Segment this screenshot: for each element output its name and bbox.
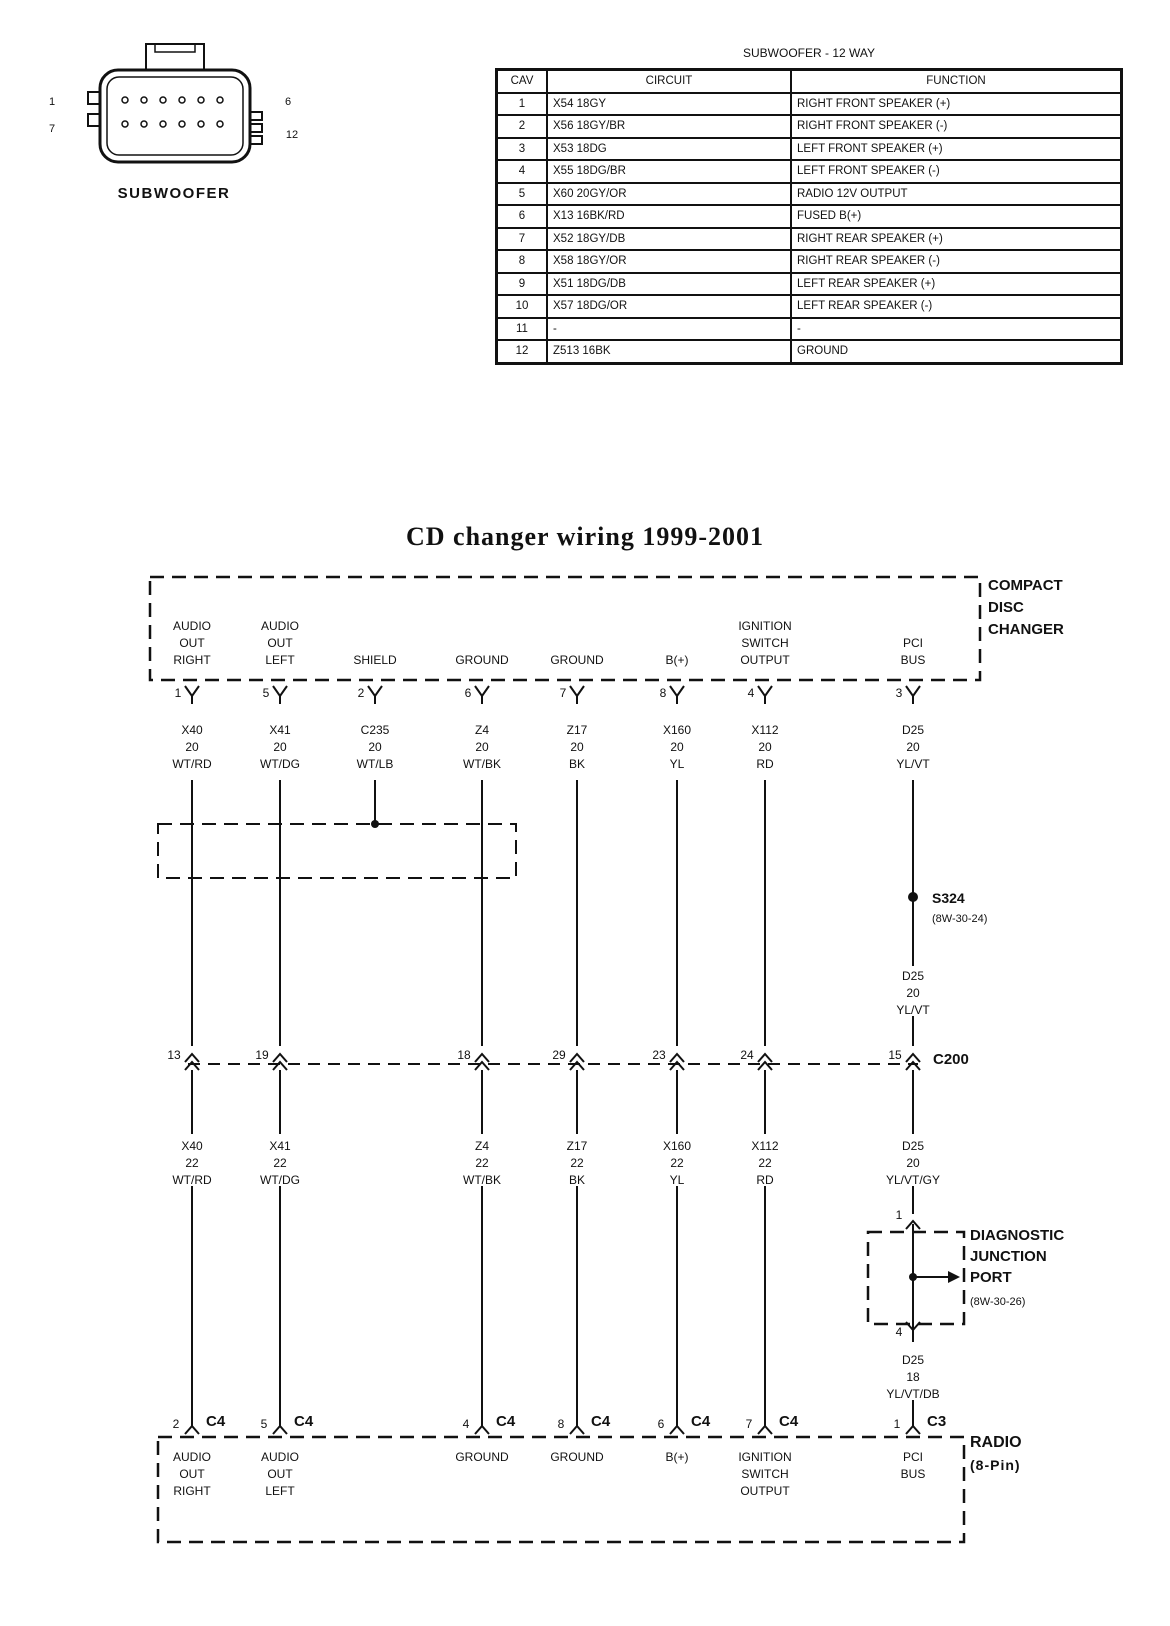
cav-cell: 1 (497, 93, 548, 116)
splice-wire-label: D25 (901, 969, 925, 983)
changer-pin-label: RIGHT (173, 653, 211, 667)
upper-wire-label: D25 (901, 723, 925, 737)
dlc-arrow-head (948, 1271, 960, 1283)
c200-pin-number: 29 (552, 1048, 566, 1062)
circuit-cell: Z513 16BK (547, 340, 791, 363)
changer-pin-terminal (570, 686, 584, 704)
function-cell: LEFT FRONT SPEAKER (+) (791, 138, 1122, 161)
lower-wire-label: X160 (662, 1139, 692, 1153)
upper-wire-label: 20 (273, 740, 287, 754)
upper-wire-label: 20 (368, 740, 382, 754)
diagram-title: CD changer wiring 1999-2001 (405, 522, 764, 551)
upper-wire-label: WT/BK (463, 757, 501, 771)
table-row (497, 228, 1122, 251)
c200-pin-number: 23 (652, 1048, 666, 1062)
pinout-table-caption: SUBWOOFER - 12 WAY (742, 46, 875, 60)
radio-pin-label: AUDIO (172, 1450, 212, 1464)
cav-cell: 2 (497, 115, 548, 138)
upper-wire-label: 20 (758, 740, 772, 754)
changer-pin-label: B(+) (665, 653, 689, 667)
lower-wire-label: 22 (570, 1156, 584, 1170)
radio-connector-name: C3 (927, 1413, 947, 1430)
upper-wire-label: WT/RD (172, 757, 212, 771)
lower-wire-label: WT/BK (463, 1173, 501, 1187)
splice-name: S324 (932, 890, 965, 906)
connector-pin-label: 1 (48, 96, 56, 108)
dlc-pin-number: 1 (895, 1208, 903, 1222)
radio-pin-terminal (273, 1420, 287, 1434)
connector-label: SUBWOOFER (117, 185, 231, 202)
dlc-name: PORT (970, 1269, 1012, 1286)
cav-cell: 11 (497, 318, 548, 341)
function-cell: RIGHT REAR SPEAKER (+) (791, 228, 1122, 251)
lower-wire-label: 22 (185, 1156, 199, 1170)
upper-wire-label: YL/VT (896, 757, 930, 771)
radio-pin-number: 5 (260, 1417, 268, 1431)
radio-connector-name: C4 (496, 1413, 516, 1430)
connector-cavity (179, 97, 185, 103)
cav-cell: 7 (497, 228, 548, 251)
upper-wire-label: X160 (662, 723, 692, 737)
connector-pin-label: 12 (285, 129, 299, 141)
changer-pin-terminal (670, 686, 684, 704)
changer-pin-label: AUDIO (260, 619, 300, 633)
connector-cavity (198, 121, 204, 127)
radio-pin-label: B(+) (665, 1450, 689, 1464)
table-row (497, 115, 1122, 138)
c200-pin-number: 19 (255, 1048, 269, 1062)
radio-name: RADIO (970, 1434, 1022, 1451)
changer-pin-number: 4 (747, 686, 755, 700)
pinout-header-row (497, 70, 1122, 93)
changer-pin-terminal (368, 686, 382, 704)
table-row (497, 93, 1122, 116)
circuit-cell: X54 18GY (547, 93, 791, 116)
dlc-wire-label: 18 (906, 1370, 920, 1384)
radio-pin-label: BUS (900, 1467, 926, 1481)
changer-pin-label: GROUND (550, 653, 604, 667)
circuit-cell: X51 18DG/DB (547, 273, 791, 296)
changer-pin-label: PCI (902, 636, 924, 650)
radio-connector-name: C4 (591, 1413, 611, 1430)
function-cell: RIGHT REAR SPEAKER (-) (791, 250, 1122, 273)
upper-wire-label: YL (669, 757, 685, 771)
c200-pin-number: 24 (740, 1048, 754, 1062)
changer-name: DISC (988, 599, 1024, 616)
radio-pin-label: LEFT (265, 1484, 295, 1498)
connector-cavity (179, 121, 185, 127)
upper-wire-label: RD (756, 757, 774, 771)
radio-pin-number: 6 (657, 1417, 665, 1431)
changer-pin-label: OUTPUT (740, 653, 790, 667)
cav-cell: 12 (497, 340, 548, 363)
splice-wire-label: YL/VT (896, 1003, 930, 1017)
changer-pin-number: 8 (659, 686, 667, 700)
c200-terminal (570, 1054, 584, 1070)
lower-wire-label: 22 (273, 1156, 287, 1170)
changer-pin-terminal (906, 686, 920, 704)
table-row (497, 295, 1122, 318)
lower-wire-label: 20 (906, 1156, 920, 1170)
upper-wire-label: 20 (906, 740, 920, 754)
radio-pin-terminal (185, 1420, 199, 1434)
c200-terminal (758, 1054, 772, 1070)
connector-left-keys (88, 92, 100, 126)
upper-wire-label: X112 (751, 723, 779, 737)
cav-cell: 3 (497, 138, 548, 161)
dlc-pin-number: 4 (895, 1325, 903, 1339)
cav-cell: 4 (497, 160, 548, 183)
changer-pin-number: 3 (895, 686, 903, 700)
cav-cell: 5 (497, 183, 548, 206)
radio-pin-terminal (906, 1420, 920, 1434)
changer-pin-label: OUT (179, 636, 205, 650)
changer-name: COMPACT (988, 577, 1063, 594)
table-row (497, 318, 1122, 341)
header-function: FUNCTION (791, 70, 1122, 93)
circuit-cell: X58 18GY/OR (547, 250, 791, 273)
radio-pin-label: IGNITION (738, 1450, 792, 1464)
circuit-cell: X13 16BK/RD (547, 205, 791, 228)
splice-ref: (8W-30-24) (932, 913, 988, 925)
radio-pin-label: PCI (902, 1450, 924, 1464)
lower-wire-label: YL/VT/GY (885, 1173, 941, 1187)
upper-wire-label: X41 (269, 723, 291, 737)
cav-cell: 6 (497, 205, 548, 228)
function-cell: RADIO 12V OUTPUT (791, 183, 1122, 206)
connector-latch-inner (155, 44, 195, 52)
lower-wire-label: X41 (269, 1139, 291, 1153)
changer-pin-label: LEFT (265, 653, 295, 667)
connector-cavity (198, 97, 204, 103)
radio-pin-number: 8 (557, 1417, 565, 1431)
radio-connector-name: C4 (294, 1413, 314, 1430)
upper-wire-label: WT/LB (356, 757, 394, 771)
radio-pin-terminal (570, 1420, 584, 1434)
lower-wire-label: X40 (181, 1139, 203, 1153)
lower-wire-label: 22 (670, 1156, 684, 1170)
lower-wire-label: WT/RD (172, 1173, 212, 1187)
radio-connector-name: C4 (779, 1413, 799, 1430)
changer-pin-terminal (273, 686, 287, 704)
c200-terminal (185, 1054, 199, 1070)
radio-pin-terminal (475, 1420, 489, 1434)
dlc-ref: (8W-30-26) (970, 1296, 1026, 1308)
radio-subname: (8-Pin) (970, 1457, 1021, 1473)
pinout-table (495, 68, 1123, 365)
function-cell: LEFT REAR SPEAKER (+) (791, 273, 1122, 296)
radio-pin-number: 4 (462, 1417, 470, 1431)
lower-wire-label: D25 (901, 1139, 925, 1153)
circuit-cell: X55 18DG/BR (547, 160, 791, 183)
changer-pin-terminal (758, 686, 772, 704)
radio-pin-label: RIGHT (173, 1484, 211, 1498)
circuit-cell: X56 18GY/BR (547, 115, 791, 138)
changer-name: CHANGER (988, 621, 1064, 638)
changer-pin-number: 1 (174, 686, 182, 700)
function-cell: RIGHT FRONT SPEAKER (-) (791, 115, 1122, 138)
lower-wire-label: BK (568, 1173, 586, 1187)
changer-pin-terminal (185, 686, 199, 704)
radio-pin-label: OUTPUT (740, 1484, 790, 1498)
connector-body (100, 70, 250, 162)
connector-cavity (217, 121, 223, 127)
radio-connector-name: C4 (206, 1413, 226, 1430)
changer-pin-label: OUT (267, 636, 293, 650)
changer-pin-label: SWITCH (741, 636, 789, 650)
upper-wire-label: 20 (670, 740, 684, 754)
c200-terminal (670, 1054, 684, 1070)
dlc-wire-label: D25 (901, 1353, 925, 1367)
changer-pin-number: 7 (559, 686, 567, 700)
function-cell: LEFT FRONT SPEAKER (-) (791, 160, 1122, 183)
changer-pin-label: AUDIO (172, 619, 212, 633)
connector-cavity (141, 97, 147, 103)
circuit-cell: X52 18GY/DB (547, 228, 791, 251)
upper-wire-label: WT/DG (260, 757, 300, 771)
radio-pin-terminal (670, 1420, 684, 1434)
table-row (497, 273, 1122, 296)
upper-wire-label: Z17 (566, 723, 588, 737)
upper-wire-label: BK (568, 757, 586, 771)
shield-box (158, 824, 516, 878)
changer-pin-number: 2 (357, 686, 365, 700)
splice-wire-label: 20 (906, 986, 920, 1000)
header-cav: CAV (497, 70, 548, 93)
table-row (497, 250, 1122, 273)
c200-name: C200 (933, 1051, 969, 1068)
lower-wire-label: Z17 (566, 1139, 588, 1153)
connector-cavity (160, 121, 166, 127)
function-cell: - (791, 318, 1122, 341)
subwoofer-connector-face (88, 44, 262, 162)
connector-pin-label: 7 (48, 123, 56, 135)
changer-pin-label: GROUND (455, 653, 509, 667)
changer-pin-label: IGNITION (738, 619, 792, 633)
changer-pin-number: 6 (464, 686, 472, 700)
radio-pin-label: GROUND (455, 1450, 509, 1464)
table-row (497, 340, 1122, 363)
upper-wire-label: 20 (570, 740, 584, 754)
upper-wire-label: 20 (475, 740, 489, 754)
circuit-cell: X53 18DG (547, 138, 791, 161)
table-row (497, 205, 1122, 228)
dlc-wire-label: YL/VT/DB (886, 1387, 940, 1401)
table-row (497, 138, 1122, 161)
radio-pin-number: 7 (745, 1417, 753, 1431)
cav-cell: 9 (497, 273, 548, 296)
connector-cavity (160, 97, 166, 103)
connector-pin-label: 6 (284, 96, 292, 108)
connector-right-keys (250, 112, 262, 144)
connector-cavity (122, 97, 128, 103)
connector-inner-wall (107, 77, 243, 155)
table-row (497, 183, 1122, 206)
c200-terminal (906, 1054, 920, 1070)
upper-wire-label: 20 (185, 740, 199, 754)
lower-wire-label: Z4 (474, 1139, 490, 1153)
upper-wire-label: Z4 (474, 723, 490, 737)
changer-pin-number: 5 (262, 686, 270, 700)
shield-junction-dot (371, 820, 379, 828)
dlc-name: JUNCTION (970, 1248, 1047, 1265)
circuit-cell: X60 20GY/OR (547, 183, 791, 206)
c200-pin-number: 13 (167, 1048, 181, 1062)
lower-wire-label: WT/DG (260, 1173, 300, 1187)
upper-wire-label: C235 (360, 723, 390, 737)
c200-terminal (273, 1054, 287, 1070)
radio-pin-label: GROUND (550, 1450, 604, 1464)
dlc-name: DIAGNOSTIC (970, 1227, 1065, 1244)
changer-pin-terminal (475, 686, 489, 704)
cav-cell: 10 (497, 295, 548, 318)
c200-pin-number: 15 (888, 1048, 902, 1062)
connector-cavity (141, 121, 147, 127)
circuit-cell: - (547, 318, 791, 341)
radio-connector-name: C4 (691, 1413, 711, 1430)
table-row (497, 160, 1122, 183)
radio-pin-number: 2 (172, 1417, 180, 1431)
lower-wire-label: YL (669, 1173, 685, 1187)
header-circuit: CIRCUIT (547, 70, 791, 93)
radio-pin-number: 1 (893, 1417, 901, 1431)
cav-cell: 8 (497, 250, 548, 273)
lower-wire-label: 22 (758, 1156, 772, 1170)
c200-pin-number: 18 (457, 1048, 471, 1062)
c200-terminal (475, 1054, 489, 1070)
connector-cavity (122, 121, 128, 127)
function-cell: LEFT REAR SPEAKER (-) (791, 295, 1122, 318)
circuit-cell: X57 18DG/OR (547, 295, 791, 318)
function-cell: RIGHT FRONT SPEAKER (+) (791, 93, 1122, 116)
changer-pin-label: SHIELD (353, 653, 397, 667)
radio-pin-label: OUT (267, 1467, 293, 1481)
function-cell: GROUND (791, 340, 1122, 363)
changer-pin-label: BUS (900, 653, 926, 667)
lower-wire-label: 22 (475, 1156, 489, 1170)
radio-pin-terminal (758, 1420, 772, 1434)
lower-wire-label: X112 (751, 1139, 779, 1153)
radio-pin-label: SWITCH (741, 1467, 789, 1481)
lower-wire-label: RD (756, 1173, 774, 1187)
upper-wire-label: X40 (181, 723, 203, 737)
radio-pin-label: AUDIO (260, 1450, 300, 1464)
connector-cavity (217, 97, 223, 103)
radio-pin-label: OUT (179, 1467, 205, 1481)
function-cell: FUSED B(+) (791, 205, 1122, 228)
